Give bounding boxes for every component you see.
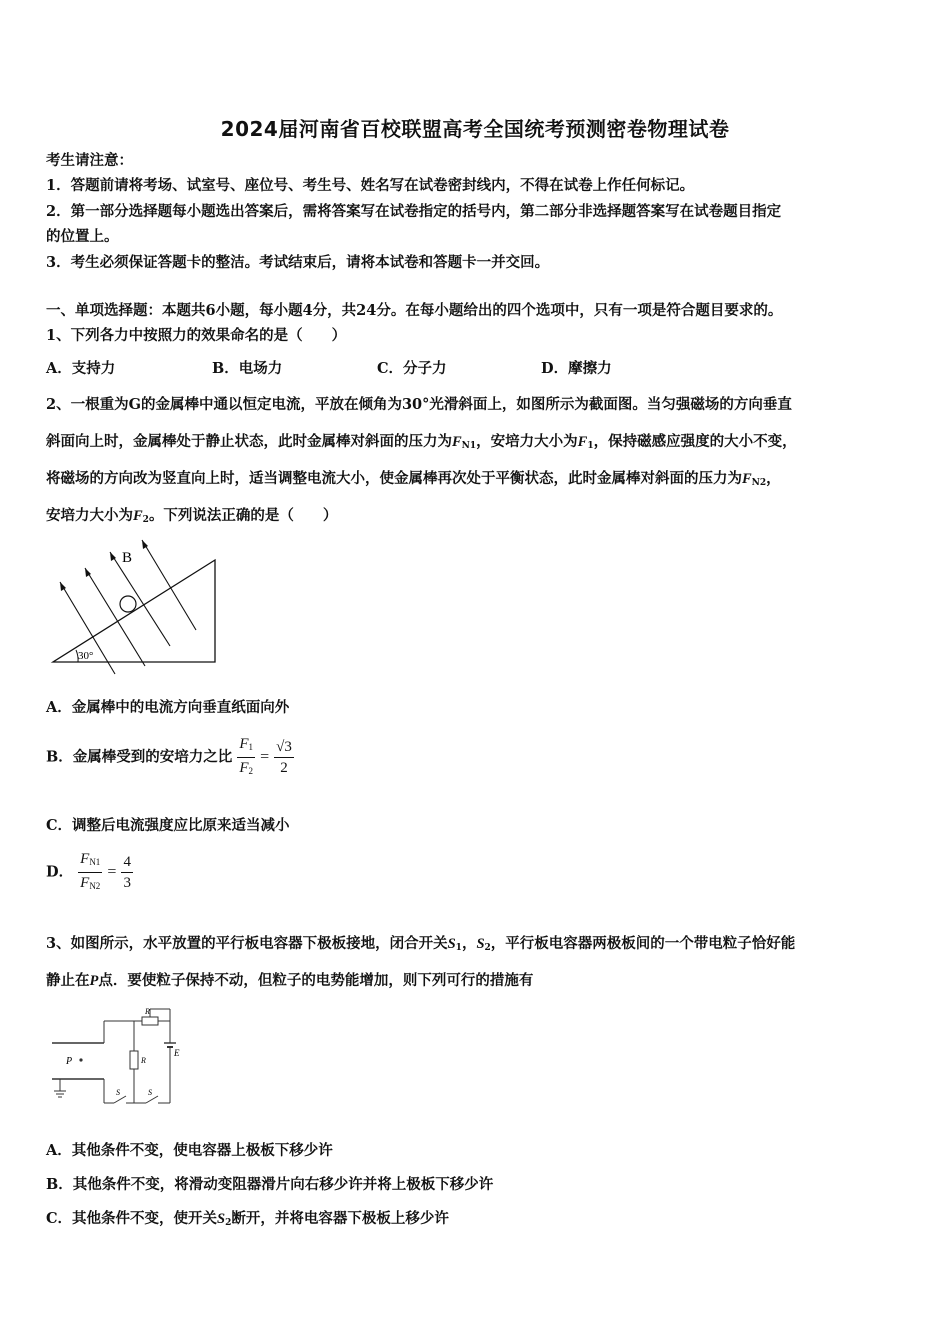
fraction-f1-f2: $\frac{F_1}{F_2}$ (239, 736, 253, 776)
q2-line-4: 安培力大小为$F_2$。下列说法正确的是（ ） (46, 507, 338, 525)
q2-option-b: B．金属棒受到的安培力之比 $\frac{F_1}{F_2}$ = $\frac{√3}{2}$ (46, 735, 294, 785)
label-s2: S (148, 1088, 152, 1097)
q2-line-1: 2、一根重为G的金属棒中通以恒定电流，平放在倾角为30°光滑斜面上，如图所示为截面图。当匀强磁场的方向垂直 (46, 396, 792, 413)
q2-option-a: A．金属棒中的电流方向垂直纸面向外 (46, 699, 290, 716)
q2-incline-figure (50, 538, 220, 678)
notice-item-1: 1．答题前请将考场、试室号、座位号、考生号、姓名写在试卷密封线内，不得在试卷上作任何标记。 (46, 177, 695, 194)
q1-option-a: A．支持力 (46, 360, 116, 377)
label-p: P (66, 1056, 73, 1067)
q3-option-a: A．其他条件不变，使电容器上极板下移少许 (46, 1142, 333, 1159)
q1-option-c: C．分子力 (377, 360, 447, 377)
q1-option-b: B．电场力 (212, 360, 283, 377)
field-arrowheads (60, 540, 148, 591)
notice-item-2: 2．第一部分选择题每小题选出答案后，需将答案写在试卷指定的括号内，第二部分非选择题答案写在试卷题目指定 (46, 203, 782, 220)
label-e: E (174, 1048, 180, 1058)
q2-option-c: C．调整后电流强度应比原来适当减小 (46, 817, 290, 834)
label-s1: S (116, 1088, 120, 1097)
q2-option-d: D． $\frac{F_{N1}}{F_{N2}}$ = $\frac{4}{3}$ (46, 850, 133, 900)
label-r1: R (141, 1056, 146, 1065)
q2-line-2: 斜面向上时，金属棒处于静止状态，此时金属棒对斜面的压力为$F_{N1}$，安培力大小为$F_1$，保持磁感应强度的大小不变， (46, 433, 797, 451)
fraction-sqrt3-2: $\frac{√3}{2}$ (276, 739, 292, 776)
q2-line-3: 将磁场的方向改为竖直向上时，适当调整电流大小，使金属棒再次处于平衡状态，此时金属棒对斜面的压力为$F_{N2}$， (46, 470, 781, 488)
particle-p (79, 1058, 82, 1061)
page-title: 2024届河南省百校联盟高考全国统考预测密卷物理试卷 (220, 117, 730, 141)
field-label-b: B (122, 550, 133, 566)
angle-label: 30° (78, 650, 94, 662)
q3-line-1: 3、如图所示，水平放置的平行板电容器下极板接地，闭合开关$S_1$，$S_2$，平行板电容器两极板间的一个带电粒子恰好能 (46, 935, 796, 953)
fraction-4-3: $\frac{4}{3}$ (123, 854, 131, 891)
fraction-fn1-fn2: $\frac{F_{N1}}{F_{N2}}$ (80, 851, 101, 891)
q3-option-b: B．其他条件不变，将滑动变阻器滑片向右移少许并将上极板下移少许 (46, 1176, 494, 1193)
q1-option-d: D．摩擦力 (541, 360, 612, 377)
q3-circuit-figure (46, 1003, 196, 1113)
q3-option-c: C．其他条件不变，使开关$S_2$断开，并将电容器下极板上移少许 (46, 1210, 449, 1228)
q3-line-2: 静止在P点．要使粒子保持不动，但粒子的电势能增加，则下列可行的措施有 (46, 972, 534, 989)
label-r2: R (145, 1007, 150, 1016)
notice-header: 考生请注意： (46, 152, 133, 169)
section-heading: 一、单项选择题：本题共6小题，每小题4分，共24分。在每小题给出的四个选项中，只有一项是符合题目要求的。 (46, 302, 783, 319)
metal-rod (120, 596, 136, 612)
q1-stem: 1、下列各力中按照力的效果命名的是（ ） (46, 327, 347, 344)
notice-item-3: 3．考生必须保证答题卡的整洁。考试结束后，请将本试卷和答题卡一并交回。 (46, 254, 550, 271)
notice-item-2-cont: 的位置上。 (46, 228, 119, 245)
